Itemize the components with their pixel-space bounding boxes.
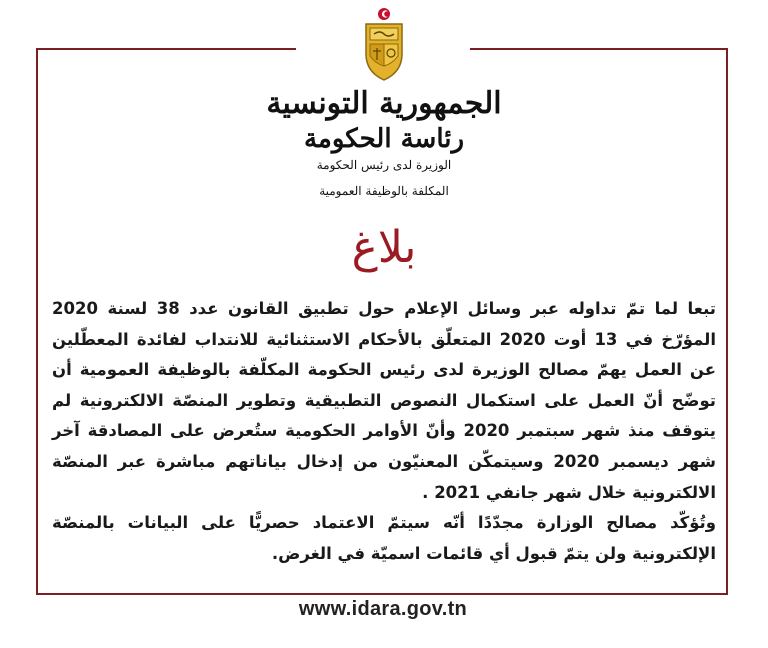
tunisia-coat-of-arms-icon — [360, 6, 408, 86]
body-paragraph-2: وتُؤكّد مصالح الوزارة مجدّدًا أنّه سيتمّ الاعتماد حصريًّا على البيانات بالمنصّة الإلكترونية ولن يتمّ قبول أي قائمات اسميّة في الغرض. — [52, 513, 716, 563]
republic-header: الجمهورية التونسية — [266, 86, 502, 121]
presidency-header: رئاسة الحكومة — [303, 124, 465, 154]
portfolio-line: المكلفة بالوظيفة العمومية — [319, 184, 449, 198]
communique-title: بلاغ — [351, 222, 417, 273]
frame-top-right — [470, 48, 728, 50]
minister-line: الوزيرة لدى رئيس الحكومة — [316, 158, 452, 172]
frame-top-left — [36, 48, 296, 50]
body-paragraph-1: تبعا لما تمّ تداوله عبر وسائل الإعلام حول تطبيق القانون عدد 38 لسنة 2020 المؤرّخ في 13 أوت 2020 المتعلّق بالأحكام الاستثنائية للانتداب لفائدة المعطّلين عن العمل يهمّ مصالح الوزيرة لدى رئيس الحكومة المكلّفة بالوظيفة العمومية أن توضّح أنّ العمل على استكمال النصوص التطبيقية وتطوير المنصّة الالكترونية لم يتوقف منذ شهر سبتمبر 2020 وأنّ الأوامر الحكومية ستُعرض على المصادقة آخر شهر ديسمبر 2020 وسيتمكّن المعنيّون من إدخال بياناتهم مباشرة عبر المنصّة الالكترونية خلال شهر جانفي 2021 . — [52, 299, 716, 502]
website-link[interactable]: www.idara.gov.tn — [258, 598, 508, 622]
communique-body — [52, 294, 716, 569]
